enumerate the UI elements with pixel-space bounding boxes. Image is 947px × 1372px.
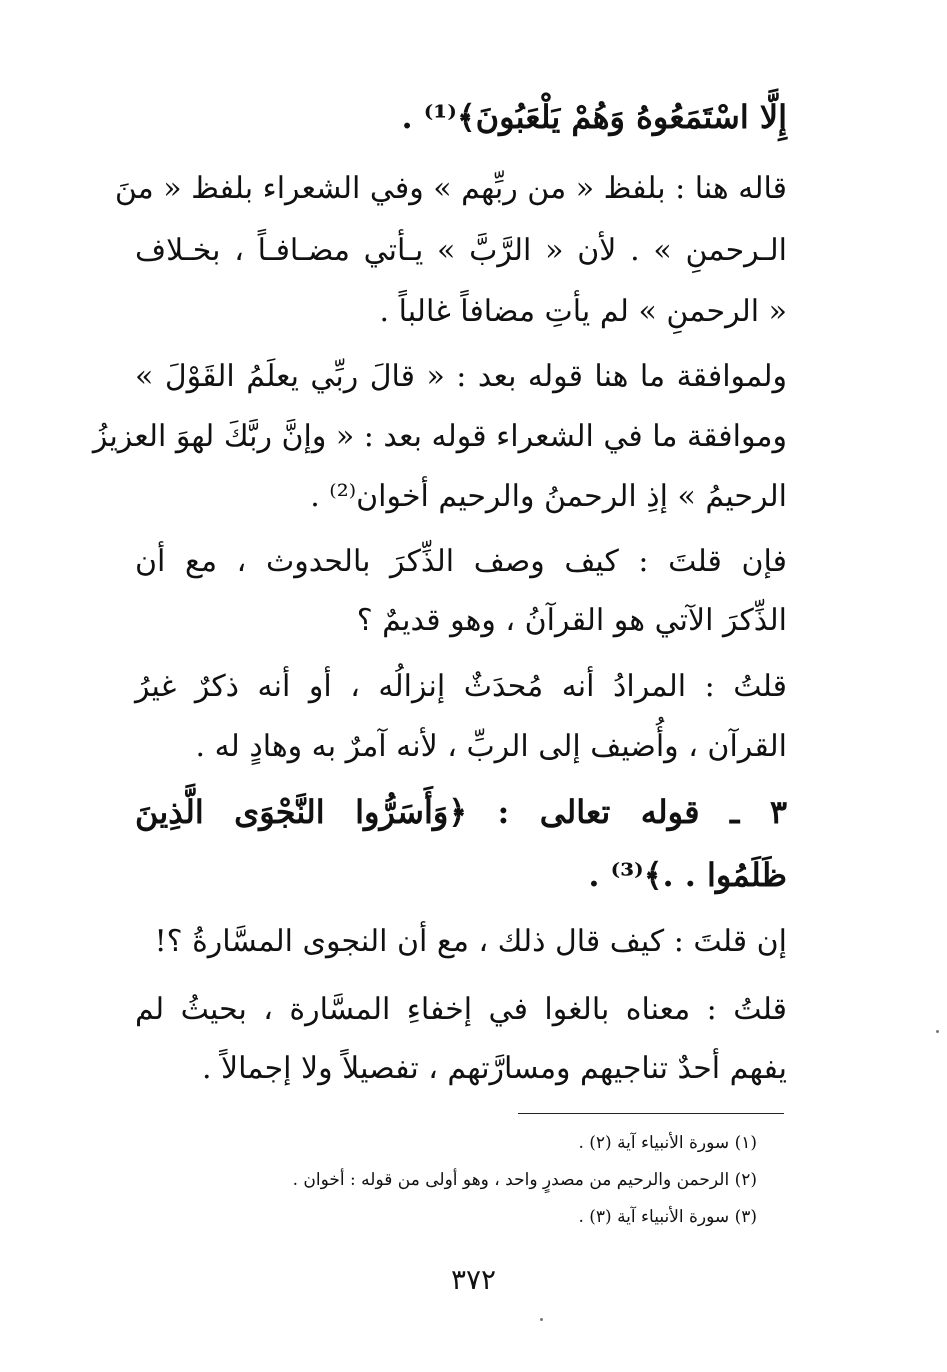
text-line: الرحيمُ » إذِ الرحمنُ والرحيم أخوان⁽²⁾ . <box>310 479 787 514</box>
text-line: وموافقة ما في الشعراء قوله بعد : « وإنَّ ربَّكَ لهوَ العزيزُ <box>92 419 787 454</box>
verse-ending-line: إِلَّا اسْتَمَعُوهُ وَهُمْ يَلْعَبُونَ﴾⁽¹⁾ . <box>401 98 787 136</box>
footnote: (٣) سورة الأنبياء آية (٣) . <box>578 1207 757 1227</box>
page-number: ٣٧٢ <box>450 1263 497 1296</box>
footnote: (٢) الرحمن والرحيم من مصدرٍ واحد ، وهو أولى من قوله : أخوان . <box>292 1170 757 1190</box>
text-line: القرآن ، وأُضيف إلى الربِّ ، لأنه آمرٌ به وهادٍ له . <box>195 729 787 764</box>
text-line: الـرحمنِ » . لأن « الرَّبَّ » يـأتي مضـافـاً ، بخـلاف <box>135 233 787 268</box>
answer-line: قلتُ : المرادُ أنه مُحدَثٌ إنزالُه ، أو أنه ذكرٌ غيرُ <box>135 669 787 704</box>
question-line: إن قلتَ : كيف قال ذلك ، مع أن النجوى المسَّارةُ ؟! <box>154 924 787 959</box>
text-line: « الرحمنِ » لم يأتِ مضافاً غالباً . <box>379 294 787 329</box>
answer-line: قلتُ : معناه بالغوا في إخفاءِ المسَّارة ، بحيثُ لم <box>135 992 787 1027</box>
section-heading-verse: ٣ ـ قوله تعالى : ﴿وَأَسَرُّوا النَّجْوَى الَّذِينَ <box>135 793 787 831</box>
scan-speck <box>540 1318 543 1321</box>
footnote: (١) سورة الأنبياء آية (٢) . <box>578 1133 757 1153</box>
scan-speck <box>936 1030 939 1033</box>
verse-continuation: ظَلَمُوا . .﴾⁽³⁾ . <box>588 856 787 894</box>
footnote-separator <box>518 1113 784 1114</box>
text-line: يفهم أحدٌ تناجيهم ومسارَّتهم ، تفصيلاً ولا إجمالاً . <box>201 1051 787 1086</box>
text-line: قاله هنا : بلفظ « من ربِّهم » وفي الشعراء بلفظ « منَ <box>114 171 787 206</box>
text-line: الذِّكرَ الآتي هو القرآنُ ، وهو قديمٌ ؟ <box>356 603 787 638</box>
question-line: فإن قلتَ : كيف وصف الذِّكرَ بالحدوث ، مع أن <box>135 544 787 579</box>
text-line: ولموافقة ما هنا قوله بعد : « قالَ ربِّي يعلَمُ القَوْلَ » <box>135 359 787 394</box>
